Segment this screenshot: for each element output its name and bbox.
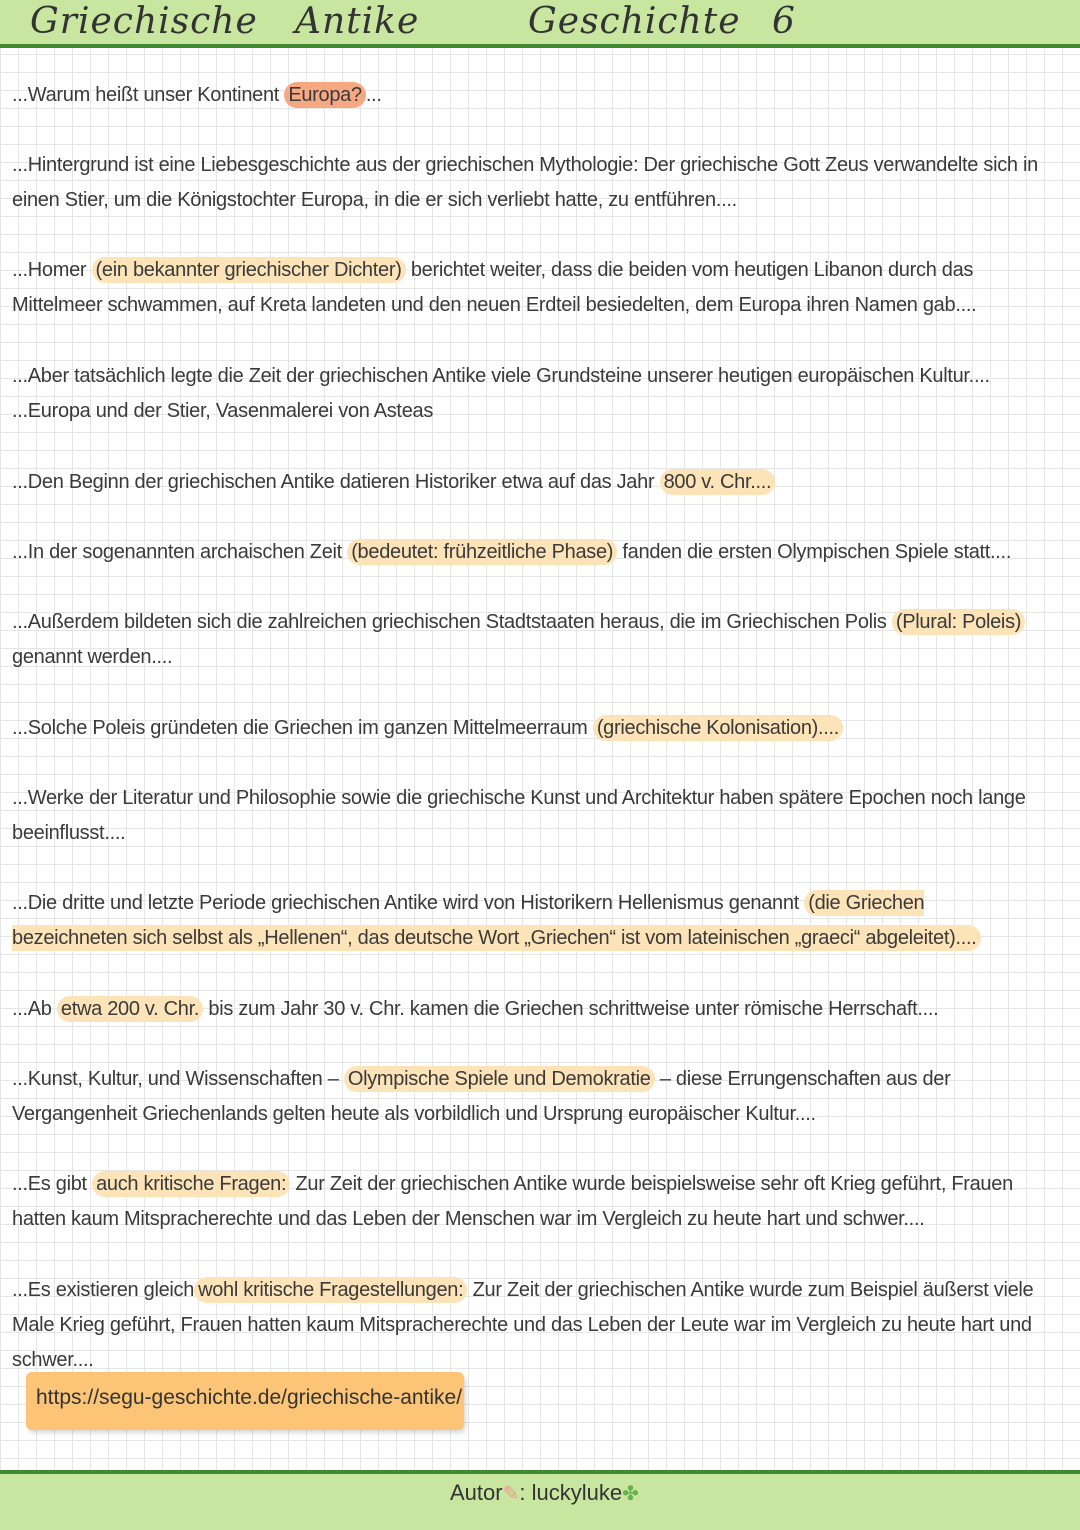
title-word-1: Griechische [30,1,258,42]
highlight-colonisation: (griechische Kolonisation).... [593,715,843,741]
text: ...Den Beginn der griechischen Antike datieren Historiker etwa auf das Jahr [12,471,660,493]
highlight-200bc: etwa 200 v. Chr. [57,996,203,1022]
paragraph-mythology: ...Hintergrund ist eine Liebesgeschichte aus der griechischen Mythologie: Der griechische Gott Zeus verwandelte sich in einen Stier, um die Königstochter Europa, in die er sich verliebt hatte, zu entführen.... [12,154,1038,211]
paragraph-hellenism [12,886,1042,956]
paragraph-achievements [12,1062,1042,1132]
paragraph-homer [12,253,1042,323]
page-header [0,0,1080,48]
text: ...Die dritte und letzte Periode griechischen Antike wird von Historikern Hellenismus genannt [12,892,805,914]
paragraph-polis [12,605,1042,675]
text: ...Ab [12,998,57,1020]
highlight-homer: (ein bekannter griechischer Dichter) [92,257,406,283]
paragraph-critical-2 [12,1273,1042,1378]
paragraph-vase-caption: ...Europa und der Stier, Vasenmalerei von Asteas [12,400,434,422]
pencil-icon: ✎ [502,1483,520,1505]
text: – diese Errungenschaften aus der Vergangenheit Griechenlands gelten heute als vorbildlich und Ursprung europäischer Kultur.... [12,1068,951,1125]
text: ...In der sogenannten archaischen Zeit [12,541,348,563]
highlight-europa: Europa? [284,82,366,108]
source-link[interactable]: https://segu-geschichte.de/griechische-antike/ [36,1386,463,1409]
grade-number: 6 [772,1,796,42]
highlight-hellenen: (die Griechen bezeichneten sich selbst als „Hellenen“, das deutsche Wort „Griechen“ ist vom lateinischen „graeci“ abgeleitet).... [12,890,981,951]
text: fanden die ersten Olympischen Spiele statt.... [617,541,1012,563]
text: berichtet weiter, dass die beiden vom heutigen Libanon durch das Mittelmeer schwammen, auf Kreta landeten und den neuen Erdteil besiedelten, dem Europa ihren Namen gab.... [12,259,977,316]
highlight-critical-questions: auch kritische Fragen: [92,1171,290,1197]
author-credit [450,1480,639,1506]
paragraph-europa-question [12,78,1042,113]
highlight-olympics-democracy: Olympische Spiele und Demokratie [344,1066,655,1092]
text: ...Kunst, Kultur, und Wissenschaften – [12,1068,344,1090]
text: ...Es existieren gleich [12,1279,195,1301]
paragraph-literature: ...Werke der Literatur und Philosophie sowie die griechische Kunst und Architektur haben spätere Epochen noch lange beeinflusst.... [12,787,1026,844]
text: bis zum Jahr 30 v. Chr. kamen die Griechen schrittweise unter römische Herrschaft.... [203,998,939,1020]
paragraph-beginning [12,465,1042,500]
text: Zur Zeit der griechischen Antike wurde zum Beispiel äußerst viele Male Krieg geführt, Frauen hatten kaum Mitspracherechte und das Leben der Leute war im Vergleich zu heute hart und schwer.... [12,1279,1034,1371]
text: Zur Zeit der griechischen Antike wurde beispielsweise sehr oft Krieg geführt, Frauen hatten kaum Mitspracherechte und das Leben der Menschen war im Vergleich zu heute hart und schwer.... [12,1173,1013,1230]
highlight-poleis: (Plural: Poleis) [892,609,1025,635]
paragraph-critical-1 [12,1167,1042,1237]
text: ...Homer [12,259,92,281]
title-word-2: Antike [295,1,420,42]
paragraph-foundations: ...Aber tatsächlich legte die Zeit der griechischen Antike viele Grundsteine unserer heutigen europäischen Kultur.... [12,365,990,387]
paragraph-archaic [12,535,1042,570]
highlight-critical-questions-2: wohl kritische Fragestellungen: [194,1277,467,1303]
highlight-archaic: (bedeutet: frühzeitliche Phase) [347,539,617,565]
source-link-box[interactable] [26,1372,464,1430]
text: ...Außerdem bildeten sich die zahlreichen griechischen Stadtstaaten heraus, die im Griechischen Polis [12,611,892,633]
title-word-3: Geschichte [528,1,741,42]
page-footer [0,1470,1080,1530]
highlight-800bc: 800 v. Chr.... [660,469,776,495]
text: ...Warum heißt unser Kontinent [12,84,285,106]
text: genannt werden.... [12,646,173,668]
text: ...Solche Poleis gründeten die Griechen im ganzen Mittelmeerraum [12,717,593,739]
clover-icon: ✤ [622,1483,639,1505]
paragraph-roman-rule [12,992,1042,1027]
text: ... [365,84,382,106]
author-prefix: Autor [450,1480,503,1505]
author-name: : luckyluke [519,1480,623,1505]
paragraph-colonisation [12,711,1042,746]
text: ...Es gibt [12,1173,93,1195]
